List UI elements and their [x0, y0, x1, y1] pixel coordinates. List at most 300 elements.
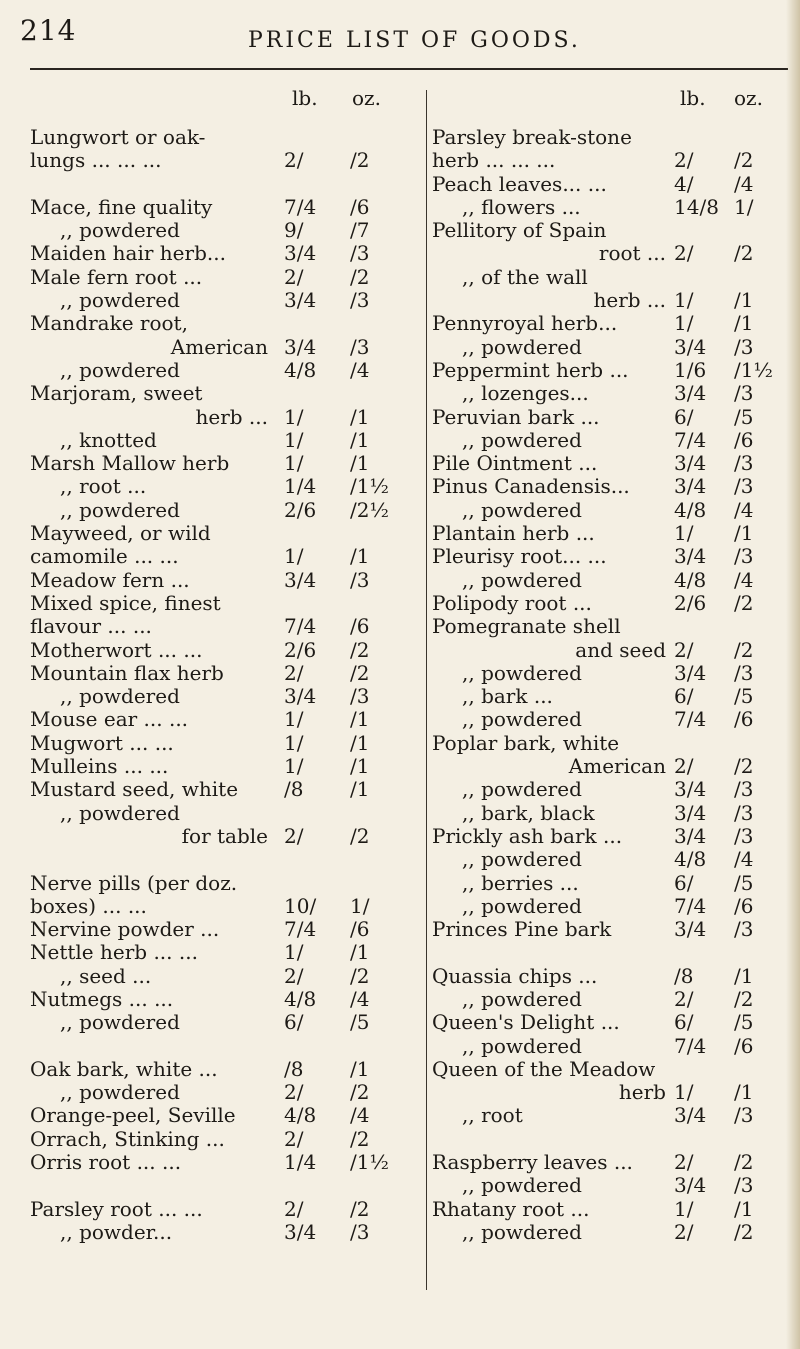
price-per-oz: /1½ [350, 1150, 389, 1175]
price-per-oz: 1/ [350, 893, 370, 918]
price-per-oz: /1 [350, 730, 370, 755]
item-name: herb ... [195, 404, 268, 429]
price-per-oz: /5 [734, 684, 754, 709]
list-item [30, 872, 418, 895]
list-item [432, 872, 782, 895]
item-name: ,, powdered [60, 1080, 180, 1105]
list-item [30, 1081, 418, 1104]
item-name: Mixed spice, finest [30, 590, 221, 615]
left-column [30, 74, 418, 1244]
price-per-oz: /1 [350, 707, 370, 732]
item-name: ,, flowers ... [462, 194, 581, 219]
price-per-lb: 7/4 [674, 707, 707, 732]
price-per-oz: /3 [350, 684, 370, 709]
item-name: Mace, fine quality [30, 194, 213, 219]
list-item [432, 848, 782, 871]
item-name: ,, powdered [60, 288, 180, 313]
price-per-oz: /6 [350, 194, 370, 219]
page-number: 214 [20, 14, 77, 47]
price-per-lb: 3/4 [674, 823, 707, 848]
price-per-lb: 2/ [674, 637, 694, 662]
price-per-lb: 2/ [284, 264, 304, 289]
item-name: ,, of the wall [462, 264, 588, 289]
item-name: American [170, 334, 268, 359]
item-name: ,, powdered [462, 847, 582, 872]
price-per-lb: 7/4 [284, 917, 317, 942]
list-item [30, 452, 418, 475]
price-per-lb: 3/4 [674, 777, 707, 802]
header-rule [30, 68, 788, 70]
price-per-oz: /4 [734, 497, 754, 522]
list-item [432, 639, 782, 662]
item-name: ,, powdered [60, 800, 180, 825]
list-item [432, 429, 782, 452]
price-per-oz: /1 [350, 1056, 370, 1081]
price-per-oz: /1 [734, 1080, 754, 1105]
price-per-lb: 7/4 [674, 427, 707, 452]
list-item [432, 545, 782, 568]
list-item [30, 988, 418, 1011]
item-name: herb ... ... ... [432, 148, 556, 173]
list-item [30, 1104, 418, 1127]
list-item [30, 825, 418, 848]
item-name: ,, root ... [60, 474, 147, 499]
right-price-list [432, 126, 782, 1244]
item-name: ,, powdered [462, 1033, 582, 1058]
price-per-lb: 6/ [284, 1010, 304, 1035]
list-item [432, 1058, 782, 1081]
price-per-oz: /1 [350, 451, 370, 476]
price-per-lb: 4/8 [674, 847, 707, 872]
list-item [30, 289, 418, 312]
price-per-oz: /1 [734, 963, 754, 988]
price-per-lb: 2/ [674, 754, 694, 779]
list-item [30, 1058, 418, 1081]
price-per-lb: 3/4 [284, 567, 317, 592]
left-price-list [30, 126, 418, 1244]
price-per-lb: 3/4 [674, 917, 707, 942]
price-per-oz: /3 [350, 241, 370, 266]
price-per-lb: 4/8 [284, 986, 317, 1011]
price-per-oz: /1 [350, 940, 370, 965]
list-item [30, 219, 418, 242]
item-name: and seed [575, 637, 666, 662]
item-name: ,, seed ... [60, 963, 152, 988]
price-per-oz: /3 [734, 1173, 754, 1198]
price-per-lb: 1/6 [674, 357, 707, 382]
price-per-lb: 7/4 [284, 194, 317, 219]
price-per-lb: 6/ [674, 404, 694, 429]
item-name: Pile Ointment ... [432, 451, 598, 476]
list-item [432, 1151, 782, 1174]
list-item [30, 755, 418, 778]
list-item [30, 382, 418, 405]
item-name: Peach leaves... ... [432, 171, 607, 196]
price-per-oz: /2 [734, 1219, 754, 1244]
item-name: Peruvian bark ... [432, 404, 600, 429]
price-per-lb: 1/ [284, 544, 304, 569]
price-per-lb: 7/4 [284, 614, 317, 639]
list-item [30, 1198, 418, 1221]
price-per-oz: /1 [350, 404, 370, 429]
list-item [30, 336, 418, 359]
column-divider [426, 90, 427, 1290]
item-name: herb ... [593, 288, 666, 313]
item-name: Nutmegs ... ... [30, 986, 174, 1011]
price-per-oz: /3 [350, 1219, 370, 1244]
price-per-lb: 3/4 [674, 800, 707, 825]
item-name: Meadow fern ... [30, 567, 190, 592]
price-per-lb: 1/ [284, 730, 304, 755]
list-item [432, 219, 782, 242]
price-per-lb: 3/4 [674, 1173, 707, 1198]
item-name: Male fern root ... [30, 264, 203, 289]
list-item [30, 499, 418, 522]
price-per-lb: 7/4 [674, 1033, 707, 1058]
list-item [432, 522, 782, 545]
item-name: ,, powdered [462, 660, 582, 685]
price-per-oz: /1½ [734, 357, 773, 382]
item-name: Pleurisy root... ... [432, 544, 607, 569]
price-per-oz: /6 [350, 614, 370, 639]
item-name: Poplar bark, white [432, 730, 620, 755]
price-per-oz: /1 [350, 777, 370, 802]
list-item [432, 173, 782, 196]
list-item [432, 1035, 782, 1058]
price-per-lb: 6/ [674, 870, 694, 895]
price-per-lb: 3/4 [284, 684, 317, 709]
price-per-oz: /2 [350, 637, 370, 662]
list-item [30, 359, 418, 382]
price-per-lb: 1/ [674, 311, 694, 336]
item-name: boxes) ... ... [30, 893, 147, 918]
list-item [432, 1221, 782, 1244]
list-item [30, 941, 418, 964]
price-per-oz: /2 [350, 1080, 370, 1105]
price-per-lb: 1/ [284, 754, 304, 779]
item-name: Pennyroyal herb... [432, 311, 618, 336]
item-name: Polipody root ... [432, 590, 592, 615]
list-item [432, 708, 782, 731]
item-name: Raspberry leaves ... [432, 1150, 633, 1175]
list-item [30, 778, 418, 801]
list-item [432, 825, 782, 848]
item-name: Nerve pills (per doz. [30, 870, 238, 895]
price-per-oz: /4 [350, 357, 370, 382]
item-name: Pomegranate shell [432, 614, 621, 639]
list-item [30, 522, 418, 545]
price-per-lb: 2/ [674, 241, 694, 266]
price-per-oz: /4 [734, 847, 754, 872]
list-item [30, 592, 418, 615]
list-item [432, 965, 782, 988]
price-per-oz: /5 [734, 870, 754, 895]
price-per-oz: /6 [734, 427, 754, 452]
price-per-lb: 4/8 [284, 357, 317, 382]
item-name: Peppermint herb ... [432, 357, 629, 382]
list-item [432, 126, 782, 149]
item-name: ,, powdered [462, 986, 582, 1011]
item-name: Mayweed, or wild [30, 521, 211, 546]
price-per-lb: 2/6 [674, 590, 707, 615]
running-head: PRICE LIST OF GOODS. [248, 28, 581, 53]
price-per-lb: 6/ [674, 684, 694, 709]
price-per-oz: /3 [734, 474, 754, 499]
item-name: Parsley root ... ... [30, 1196, 203, 1221]
list-item [30, 615, 418, 638]
price-per-oz: /2 [734, 241, 754, 266]
item-name: American [568, 754, 666, 779]
item-name: Nervine powder ... [30, 917, 220, 942]
price-per-lb: 6/ [674, 1010, 694, 1035]
price-per-lb: 3/4 [674, 1103, 707, 1128]
list-item [432, 452, 782, 475]
list-item [432, 732, 782, 755]
price-per-lb: 1/4 [284, 474, 317, 499]
price-per-lb: 2/ [284, 823, 304, 848]
item-name: herb [618, 1080, 666, 1105]
list-item [30, 196, 418, 219]
item-name: Oak bark, white ... [30, 1056, 218, 1081]
item-name: ,, powdered [462, 777, 582, 802]
item-name: Mulleins ... ... [30, 754, 169, 779]
price-per-oz: /2 [350, 1126, 370, 1151]
price-per-oz: /2 [350, 264, 370, 289]
price-per-lb: 2/ [284, 148, 304, 173]
item-name: Rhatany root ... [432, 1196, 590, 1221]
list-item [30, 312, 418, 335]
price-per-oz: /5 [734, 1010, 754, 1035]
price-per-oz: /1 [734, 311, 754, 336]
list-item [432, 406, 782, 429]
list-item [432, 1174, 782, 1197]
item-name: Marjoram, sweet [30, 381, 203, 406]
list-item [30, 1128, 418, 1151]
item-name: Pellitory of Spain [432, 218, 607, 243]
item-name: ,, powdered [462, 427, 582, 452]
list-item [432, 802, 782, 825]
item-name: ,, powdered [462, 1173, 582, 1198]
list-item [432, 196, 782, 219]
list-item [432, 149, 782, 172]
item-name: Princes Pine bark [432, 917, 612, 942]
price-per-lb: 3/4 [674, 334, 707, 359]
item-name: ,, powder... [60, 1219, 173, 1244]
price-per-lb: 2/ [284, 660, 304, 685]
price-per-lb: /8 [674, 963, 694, 988]
list-item [432, 569, 782, 592]
list-item [30, 569, 418, 592]
price-per-oz: /3 [734, 777, 754, 802]
price-per-lb: 3/4 [674, 474, 707, 499]
item-name: Queen's Delight ... [432, 1010, 620, 1035]
list-item [432, 755, 782, 778]
list-item [432, 918, 782, 941]
price-per-oz: /6 [734, 893, 754, 918]
item-name: ,, powdered [462, 707, 582, 732]
list-item [432, 1198, 782, 1221]
price-per-lb: 14/8 [674, 194, 719, 219]
price-per-oz: /1 [734, 521, 754, 546]
price-per-lb: 1/ [674, 521, 694, 546]
item-name: Queen of the Meadow [432, 1056, 656, 1081]
price-per-oz: /6 [734, 707, 754, 732]
price-per-oz: /2 [734, 637, 754, 662]
price-per-oz: /1 [350, 544, 370, 569]
price-per-oz: /4 [350, 986, 370, 1011]
price-per-lb: 9/ [284, 218, 304, 243]
list-item [30, 965, 418, 988]
item-name: Mouse ear ... ... [30, 707, 189, 732]
price-per-oz: /4 [350, 1103, 370, 1128]
price-per-lb: 2/ [674, 986, 694, 1011]
item-name: Orris root ... ... [30, 1150, 182, 1175]
price-per-oz: /2 [350, 148, 370, 173]
list-item [30, 802, 418, 825]
list-item [30, 918, 418, 941]
list-item [432, 1081, 782, 1104]
price-per-oz: /3 [350, 567, 370, 592]
list-item [432, 242, 782, 265]
price-per-oz: /2 [350, 660, 370, 685]
list-item [432, 499, 782, 522]
item-name: Quassia chips ... [432, 963, 598, 988]
list-item [30, 242, 418, 265]
price-per-oz: /3 [734, 823, 754, 848]
units-header-right [432, 74, 782, 126]
price-per-lb: 1/ [284, 451, 304, 476]
price-per-oz: /4 [734, 567, 754, 592]
price-per-lb: 1/4 [284, 1150, 317, 1175]
price-per-lb: 2/6 [284, 637, 317, 662]
item-name: Prickly ash bark ... [432, 823, 623, 848]
price-per-oz: /6 [734, 1033, 754, 1058]
price-per-oz: /3 [350, 288, 370, 313]
list-item [30, 662, 418, 685]
list-item [432, 592, 782, 615]
list-item [30, 732, 418, 755]
price-per-oz: /3 [734, 1103, 754, 1128]
price-per-lb: 10/ [284, 893, 317, 918]
item-name: flavour ... ... [30, 614, 152, 639]
item-name: ,, powdered [60, 684, 180, 709]
price-per-lb: 2/ [284, 1080, 304, 1105]
price-per-lb: 1/ [284, 404, 304, 429]
price-per-lb: 2/ [674, 1219, 694, 1244]
list-item [30, 1151, 418, 1174]
price-per-lb: 3/4 [674, 660, 707, 685]
list-item [432, 289, 782, 312]
price-per-lb: 1/ [284, 707, 304, 732]
list-item [432, 336, 782, 359]
item-name: ,, powdered [462, 334, 582, 359]
item-name: ,, root [462, 1103, 523, 1128]
price-per-oz: /5 [350, 1010, 370, 1035]
price-per-oz: /2 [734, 590, 754, 615]
list-item [432, 266, 782, 289]
price-per-lb: 1/ [674, 288, 694, 313]
item-name: Motherwort ... ... [30, 637, 203, 662]
price-per-oz: /2 [734, 986, 754, 1011]
item-name: Nettle herb ... ... [30, 940, 198, 965]
item-name: ,, powdered [60, 357, 180, 382]
list-item [432, 662, 782, 685]
price-per-oz: /2 [350, 823, 370, 848]
item-name: ,, berries ... [462, 870, 579, 895]
price-per-lb: /8 [284, 777, 304, 802]
list-item [432, 359, 782, 382]
list-item [432, 685, 782, 708]
price-per-lb: /8 [284, 1056, 304, 1081]
lb-unit-label: lb. [680, 86, 706, 110]
list-item [432, 895, 782, 918]
price-per-oz: /3 [734, 800, 754, 825]
price-per-lb: 3/4 [674, 451, 707, 476]
price-per-oz: /2 [734, 148, 754, 173]
price-per-oz: /3 [734, 381, 754, 406]
item-name: ,, bark, black [462, 800, 595, 825]
price-per-lb: 3/4 [284, 241, 317, 266]
list-item [432, 475, 782, 498]
price-per-oz: /5 [734, 404, 754, 429]
list-item [30, 545, 418, 568]
price-per-lb: 1/ [284, 427, 304, 452]
price-per-oz: /2 [350, 1196, 370, 1221]
list-item [30, 685, 418, 708]
list-item [30, 708, 418, 731]
item-name: ,, powdered [462, 893, 582, 918]
price-per-lb: 2/ [674, 148, 694, 173]
item-name: camomile ... ... [30, 544, 179, 569]
list-item [30, 1221, 418, 1244]
item-name: ,, bark ... [462, 684, 553, 709]
item-name: Mountain flax herb [30, 660, 224, 685]
price-per-lb: 3/4 [674, 544, 707, 569]
list-item [432, 382, 782, 405]
list-item [30, 266, 418, 289]
right-column [432, 74, 782, 1244]
item-name: ,, powdered [60, 1010, 180, 1035]
price-per-lb: 3/4 [284, 1219, 317, 1244]
price-per-oz: /1 [734, 288, 754, 313]
item-name: lungs ... ... ... [30, 148, 162, 173]
price-per-lb: 4/8 [284, 1103, 317, 1128]
price-per-oz: /3 [734, 451, 754, 476]
price-per-oz: /2½ [350, 497, 389, 522]
price-per-oz: /3 [734, 544, 754, 569]
price-per-lb: 4/ [674, 171, 694, 196]
list-item [432, 615, 782, 638]
price-per-oz: 1/ [734, 194, 754, 219]
price-per-oz: /2 [734, 754, 754, 779]
list-item [30, 639, 418, 662]
lb-unit-label: lb. [292, 86, 318, 110]
list-item [432, 312, 782, 335]
price-per-oz: /7 [350, 218, 370, 243]
item-name: Mustard seed, white [30, 777, 239, 802]
item-name: Marsh Mallow herb [30, 451, 230, 476]
item-name: ,, powdered [60, 218, 180, 243]
price-per-lb: 3/4 [284, 288, 317, 313]
price-per-lb: 2/6 [284, 497, 317, 522]
price-per-lb: 4/8 [674, 497, 707, 522]
price-per-oz: /3 [734, 334, 754, 359]
price-per-lb: 4/8 [674, 567, 707, 592]
list-item [30, 429, 418, 452]
item-name: Mugwort ... ... [30, 730, 174, 755]
price-per-lb: 2/ [674, 1150, 694, 1175]
price-per-oz: /2 [350, 963, 370, 988]
